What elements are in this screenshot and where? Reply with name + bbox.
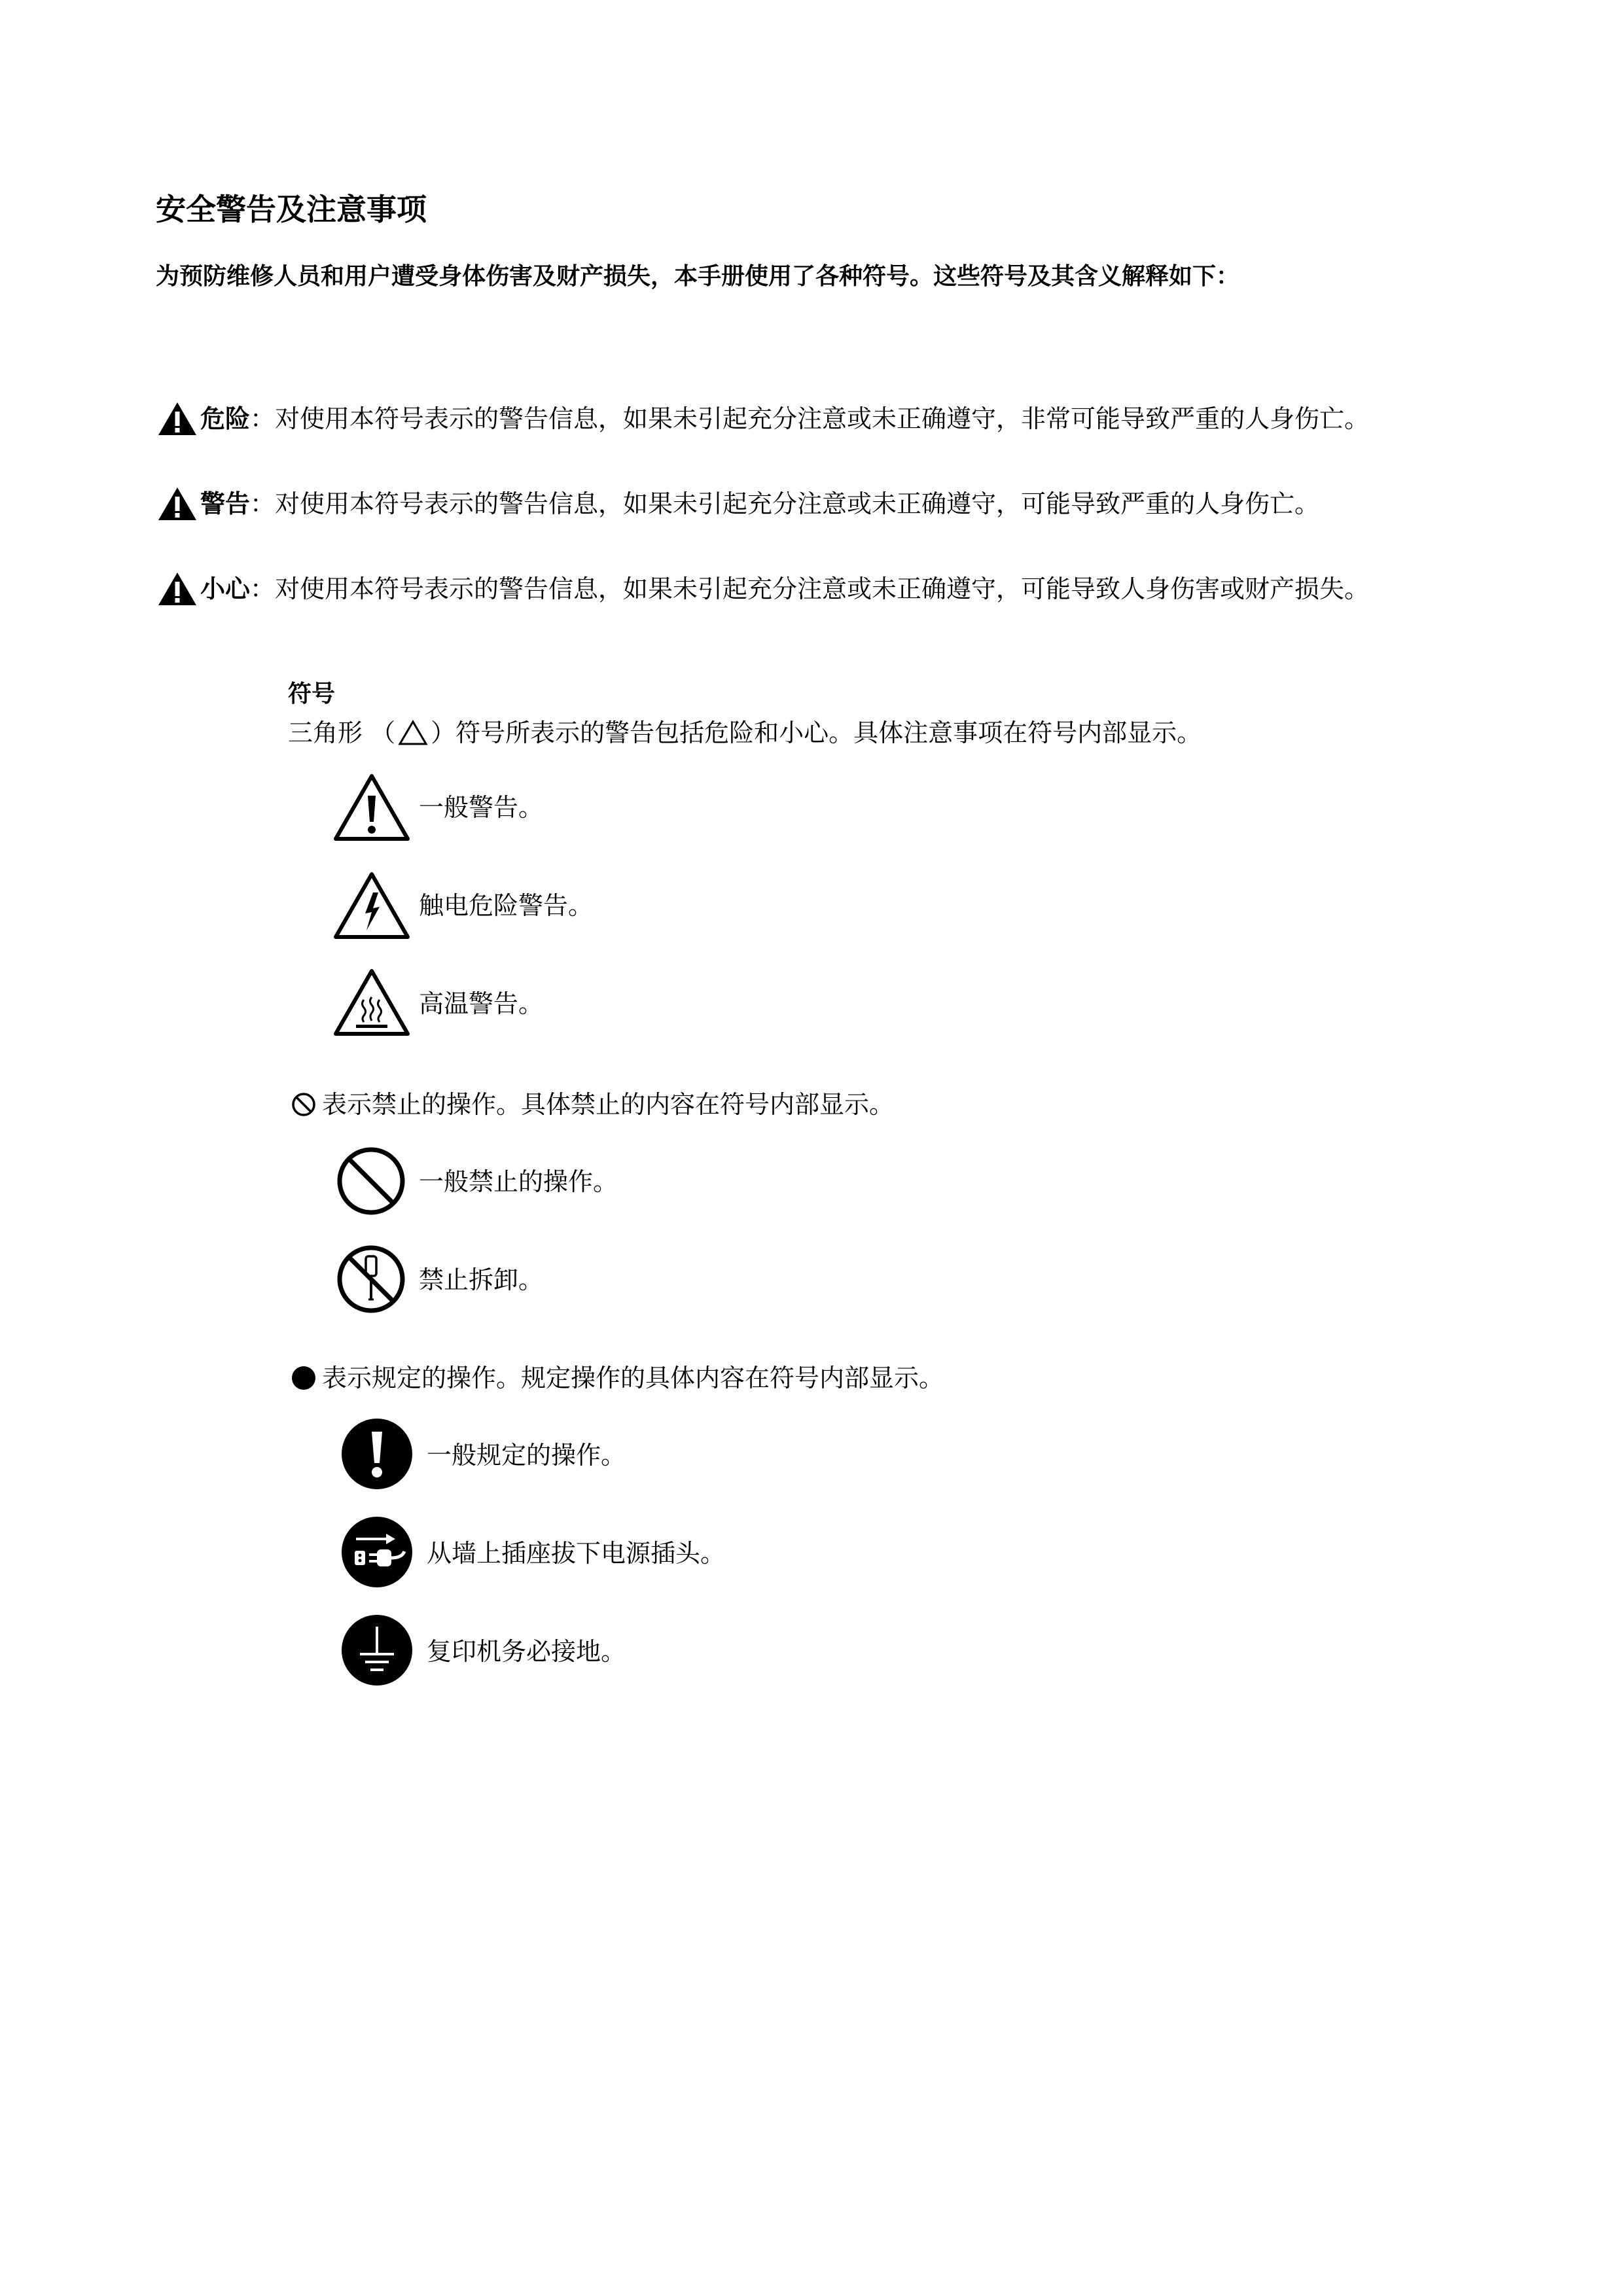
filled-circle-icon	[291, 1365, 317, 1391]
triangle-outline-icon	[398, 719, 428, 747]
no-disassembly-icon	[335, 1243, 407, 1315]
triangle-item-label: 高温警告。	[419, 989, 544, 1018]
level-danger	[157, 400, 1369, 437]
warning-triangle-icon	[157, 400, 198, 437]
prohibition-icon	[291, 1091, 317, 1118]
mandatory-item-label: 从墙上插座拔下电源插头。	[427, 1539, 726, 1568]
ground-icon	[340, 1614, 414, 1687]
level-warning	[157, 486, 1319, 522]
level-term: 警告	[200, 489, 251, 518]
level-term: 危险	[200, 404, 251, 433]
level-text: ：对使用本符号表示的警告信息，如果未引起充分注意或未正确遵守，可能导致人身伤害或财产损失。	[250, 574, 1370, 603]
level-term: 小心	[200, 574, 251, 603]
level-text: ：对使用本符号表示的警告信息，如果未引起充分注意或未正确遵守，非常可能导致严重的人身伤亡。	[250, 404, 1370, 433]
triangle-desc-after: ）符号所表示的警告包括危险和小心。具体注意事项在符号内部显示。	[431, 718, 1202, 747]
mandatory-item-label: 复印机务必接地。	[427, 1637, 626, 1666]
warning-triangle-icon	[157, 571, 198, 607]
general-mandatory-icon	[340, 1417, 414, 1491]
mandatory-description	[291, 1360, 944, 1396]
page-title: 安全警告及注意事项	[156, 192, 427, 227]
prohibit-item-label: 禁止拆卸。	[419, 1265, 544, 1294]
prohibit-desc-text: 表示禁止的操作。具体禁止的内容在符号内部显示。	[322, 1090, 895, 1119]
level-text: ：对使用本符号表示的警告信息，如果未引起充分注意或未正确遵守，可能导致严重的人身伤亡。	[250, 489, 1320, 518]
prohibit-item-label: 一般禁止的操作。	[419, 1167, 618, 1196]
prohibit-description	[291, 1086, 894, 1123]
symbols-heading: 符号	[288, 680, 336, 707]
level-caution	[157, 571, 1369, 607]
mandatory-item-label: 一般规定的操作。	[427, 1441, 626, 1470]
triangle-item-label: 触电危险警告。	[419, 891, 594, 920]
triangle-item-label: 一般警告。	[419, 793, 544, 822]
triangle-description	[288, 715, 1202, 751]
warning-triangle-icon	[157, 486, 198, 522]
unplug-icon	[340, 1515, 414, 1589]
general-warning-icon	[332, 772, 411, 843]
general-prohibition-icon	[335, 1145, 407, 1217]
electric-shock-warning-icon	[332, 870, 411, 941]
intro-paragraph: 为预防维修人员和用户遭受身体伤害及财产损失，本手册使用了各种符号。这些符号及其含义解释如下：	[156, 263, 1240, 290]
high-temperature-warning-icon	[332, 967, 411, 1038]
triangle-desc-before: 三角形 （	[288, 718, 396, 747]
mandatory-desc-text: 表示规定的操作。规定操作的具体内容在符号内部显示。	[322, 1364, 944, 1392]
